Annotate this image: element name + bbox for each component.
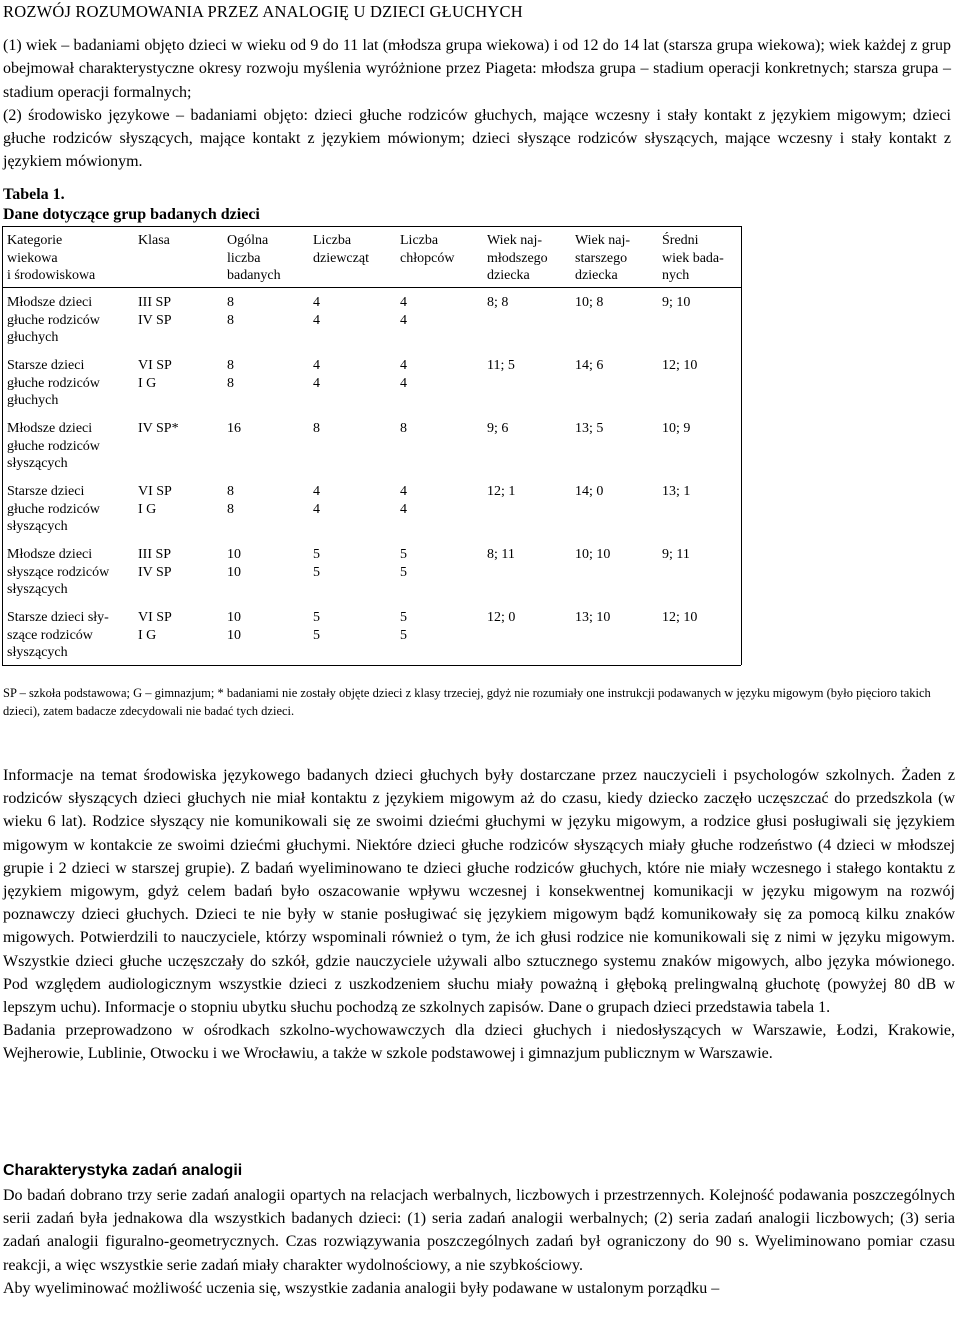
table-bottom-rule: [2, 665, 741, 666]
section-paragraph: Do badań dobrano trzy serie zadań analogii opartych na relacjach werbalnych, liczbowych i przestrzennych. Kolejność podawania poszczególnych serii zadań była jednakowa dla wszystkich badanych dzieci: (1) seria zadań analogii werbalnych; (2) seria zadań analogii liczbowych; (3) seria zadań analogii figuralno-geometrycznych. Czas rozwiązywania poszczególnych zadań był ograniczony do 90 s. Wyeliminowano pomiar czasu reakcji, a więc wszystkie serie zadań miały charakter wydolnościowy, a nie szybkościowy.: [3, 1187, 955, 1274]
table-cell: 5 5: [313, 610, 320, 643]
table-cell: 16: [227, 421, 241, 436]
table-cell: 10 10: [227, 610, 241, 643]
table-cell: 4 4: [313, 295, 320, 328]
table-cell: 4 4: [400, 295, 407, 328]
body-text: [3, 764, 955, 1066]
table-cell: VI SP I G: [138, 484, 172, 517]
table-cell: 13; 1: [662, 484, 691, 499]
table-cell: 14; 6: [575, 358, 604, 373]
table-cell: 5 5: [313, 547, 320, 580]
table-cell: 10 10: [227, 547, 241, 580]
table-top-rule: [2, 226, 741, 227]
section-heading: Charakterystyka zadań analogii: [3, 1162, 243, 1179]
table-cell: Młodsze dzieci głuche rodziców słyszących: [7, 421, 100, 471]
table-cell: 13; 5: [575, 421, 604, 436]
table-header-cell: Ogólna liczba badanych: [227, 233, 281, 283]
table-cell: III SP IV SP: [138, 547, 172, 580]
table-header-cell: Kategorie wiekowa i środowiskowa: [7, 233, 96, 283]
table-cell: Starsze dzieci głuche rodziców słyszących: [7, 484, 100, 534]
table-cell: 8; 8: [487, 295, 509, 310]
table-cell: Młodsze dzieci głuche rodziców głuchych: [7, 295, 100, 345]
section-text: [3, 1184, 955, 1300]
table-cell: 9; 6: [487, 421, 509, 436]
table-cell: 4 4: [400, 358, 407, 391]
table-left-rule: [2, 226, 3, 665]
table-cell: VI SP I G: [138, 358, 172, 391]
table-cell: 13; 10: [575, 610, 611, 625]
body-paragraph: Badania przeprowadzono w ośrodkach szkolno-wychowawczych dla dzieci głuchych i niedosłyszących w Warszawie, Łodzi, Krakowie, Wejherowie, Lublinie, Otwocku i we Wrocławiu, a także w szkole podstawowej i gimnazjum publicznym w Warszawie.: [3, 1022, 955, 1063]
table-cell: Starsze dzieci głuche rodziców głuchych: [7, 358, 100, 408]
running-head: ROZWÓJ ROZUMOWANIA PRZEZ ANALOGIĘ U DZIECI GŁUCHYCH: [3, 2, 523, 21]
table-label: Tabela 1.: [3, 186, 65, 203]
table-header-cell: Liczba dziewcząt: [313, 233, 369, 266]
section-paragraph: Aby wyeliminować możliwość uczenia się, wszystkie zadania analogii były podawane w ustalonym porządku –: [3, 1279, 720, 1297]
table-cell: 10; 10: [575, 547, 611, 562]
table-cell: 8 8: [227, 484, 234, 517]
table-cell: 12; 10: [662, 610, 698, 625]
table-cell: VI SP I G: [138, 610, 172, 643]
table-cell: III SP IV SP: [138, 295, 172, 328]
table-header-rule: [2, 287, 741, 288]
table-footnote: SP – szkoła podstawowa; G – gimnazjum; * badaniami nie zostały objęte dzieci z klasy trzeciej, gdyż nie rozumiały one instrukcji podawanych w języku migowym (było pięcioro takich dzieci), zatem badacze zdecydowali nie badać tych dzieci.: [3, 686, 931, 718]
table-cell: 9; 11: [662, 547, 690, 562]
table-cell: 12; 0: [487, 610, 516, 625]
table-cell: 5 5: [400, 547, 407, 580]
table-cell: 14; 0: [575, 484, 604, 499]
intro-paragraph: (2) środowisko językowe – badaniami objęto: dzieci głuche rodziców głuchych, mające wczesny i stały kontakt z językiem migowym; dzieci głuche rodziców słyszących, mające kontakt z językiem mówionym; dzieci słyszące rodziców słyszących, mające wczesny i stały kontakt z językiem mówionym.: [3, 106, 951, 171]
table-cell: 4 4: [400, 484, 407, 517]
table-cell: 5 5: [400, 610, 407, 643]
table-cell: Starsze dzieci sły- szące rodziców słyszących: [7, 610, 109, 660]
table-right-rule: [741, 226, 742, 665]
intro-text: [3, 34, 951, 174]
table-cell: 8; 11: [487, 547, 515, 562]
table-header-cell: Wiek naj- starszego dziecka: [575, 233, 631, 283]
table-cell: Młodsze dzieci słyszące rodziców słyszących: [7, 547, 110, 597]
body-paragraph: Informacje na temat środowiska językowego badanych dzieci głuchych były dostarczane przez nauczycieli i psychologów szkolnych. Żaden z rodziców słyszących dzieci głuchych nie miał kontaktu z językiem migowym aż do czasu, kiedy dziecko zaczęło uczęszczać do przedszkola (w wieku 6 lat). Rodzice słyszący nie komunikowali się ze swoimi dziećmi głuchymi w języku migowym, a rodzice głusi posługiwali się językiem migowym w kontakcie ze swoimi dziećmi głuchymi. Niektóre dzieci głuche rodziców słyszących miały głuche rodzeństwo (4 dzieci w młodszej grupie i 2 dzieci w starszej grupie). Z badań wyeliminowano te dzieci głuche rodziców głuchych, które nie miały wczesnego i stałego kontaktu z językiem migowym, gdyż celem badań było oszacowanie wpływu wczesnej i konsekwentnej komunikacji w języku migowym na rozwój poznawczy dzieci głuchych. Dzieci te nie były w stanie posługiwać się językiem migowym bądź komunikowały się za pomocą kilku znaków migowych. Potwierdzili to nauczyciele, którzy wspominali również o tym, że ich głusi rodzice nie komunikowali się z nimi w języku migowym. Wszystkie dzieci głuche uczęszczały do szkół, gdzie nauczyciele używali albo sztucznego systemu znaków migowych, albo języka mówionego. Pod względem audiologicznym wszystkie dzieci z uszkodzeniem słuchu miały poważną i głęboką prelingwalną głuchotę (powyżej 80 dB w lepszym uchu). Informacje o stopniu ubytku słuchu pochodzą ze szkolnych zapisów. Dane o grupach dzieci przedstawia tabela 1.: [3, 767, 955, 1017]
table-header-cell: Liczba chłopców: [400, 233, 455, 266]
table-header-cell: Klasa: [138, 233, 170, 248]
table-cell: 4 4: [313, 358, 320, 391]
table-cell: 8 8: [227, 358, 234, 391]
table-cell: 10; 9: [662, 421, 691, 436]
table-cell: 8 8: [227, 295, 234, 328]
intro-paragraph: (1) wiek – badaniami objęto dzieci w wieku od 9 do 11 lat (młodsza grupa wiekowa) i od 12 do 14 lat (starsza grupa wiekowa); wiek każdej z grup obejmował charakterystyczne okresy rozwoju myślenia wyróżnione przez Piageta: młodsza grupa – stadium operacji konkretnych; starsza grupa – stadium operacji formalnych;: [3, 37, 951, 101]
table-cell: 12; 10: [662, 358, 698, 373]
table-cell: IV SP*: [138, 421, 179, 436]
table-cell: 8: [313, 421, 320, 436]
table-header-cell: Wiek naj- młodszego dziecka: [487, 233, 548, 283]
table-cell: 11; 5: [487, 358, 515, 373]
table-cell: 10; 8: [575, 295, 604, 310]
table-cell: 4 4: [313, 484, 320, 517]
table-header-cell: Średni wiek bada- nych: [662, 233, 724, 283]
table-cell: 12; 1: [487, 484, 516, 499]
table-caption: Dane dotyczące grup badanych dzieci: [3, 206, 260, 223]
table-cell: 8: [400, 421, 407, 436]
table-cell: 9; 10: [662, 295, 691, 310]
